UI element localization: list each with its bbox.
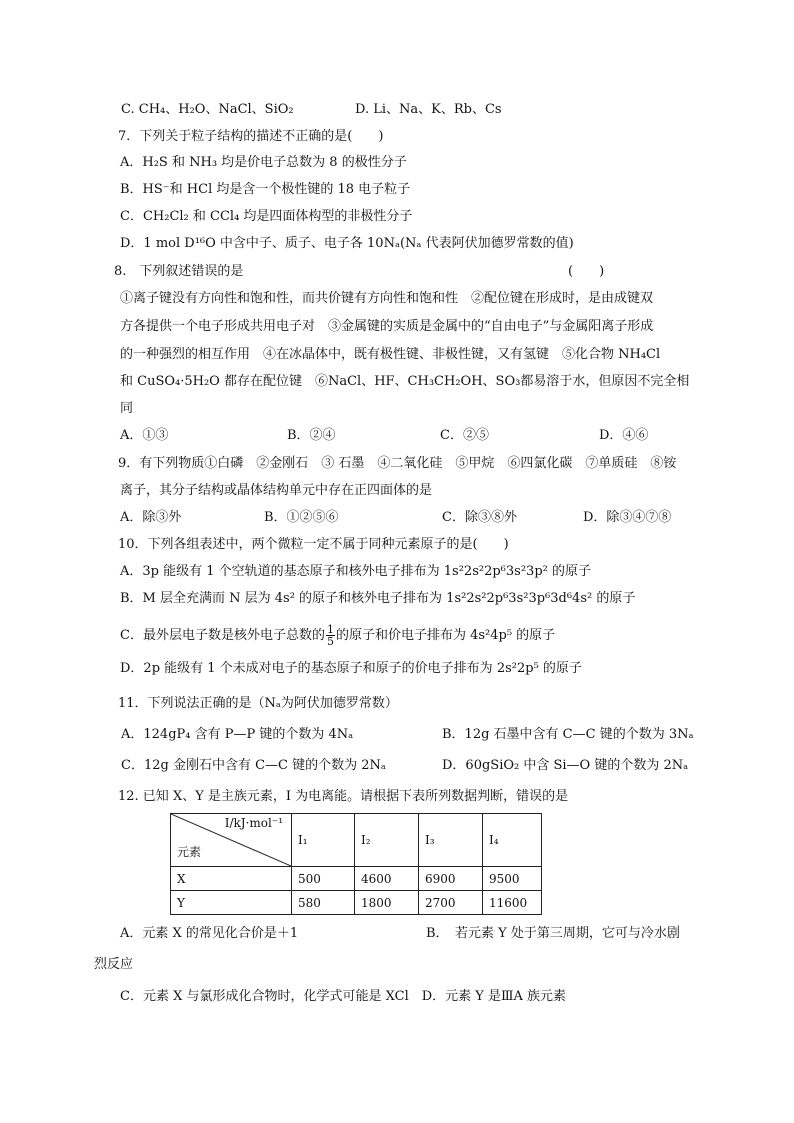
q9-stem-line-1: 9．有下列物质①白磷 ②金刚石 ③ 石墨 ④二氧化硅 ⑤甲烷 ⑥四氯化碳 ⑦单质硅 ⑧铵 bbox=[118, 456, 677, 471]
q10-stem: 10．下列各组表述中，两个微粒一定不属于同种元素原子的是( ) bbox=[118, 537, 509, 552]
q8-statement-line-3: 的一种强烈的相互作用 ④在冰晶体中，既有极性键、非极性键，又有氢键 ⑤化合物 NH₄Cl bbox=[120, 347, 661, 362]
q7-option-b: B．HS⁻和 HCl 均是含一个极性键的 18 电子粒子 bbox=[120, 182, 411, 197]
table-cell: 6900 bbox=[419, 867, 483, 891]
header-i2: I₂ bbox=[355, 814, 419, 867]
q10-option-c-prefix: C．最外层电子数是核外电子总数的 bbox=[120, 628, 325, 643]
one-fifth-fraction bbox=[326, 624, 335, 647]
q9-stem-line-2: 离子，其分子结构或晶体结构单元中存在正四面体的是 bbox=[120, 483, 433, 498]
q10-option-c bbox=[120, 624, 555, 647]
fraction-denominator: 5 bbox=[326, 635, 334, 648]
table-cell: 11600 bbox=[483, 891, 542, 915]
q11-option-c: C．12g 金刚石中含有 C—C 键的个数为 2Nₐ bbox=[121, 758, 386, 773]
table-cell: 500 bbox=[292, 867, 355, 891]
header-i3: I₃ bbox=[419, 814, 483, 867]
q8-option-b: B．②④ bbox=[287, 428, 336, 443]
table-cell: 2700 bbox=[419, 891, 483, 915]
q12-option-a: A．元素 X 的常见化合价是＋1 bbox=[120, 926, 299, 941]
table-header-row bbox=[171, 814, 542, 867]
row-element: Y bbox=[171, 891, 292, 915]
table-cell: 4600 bbox=[355, 867, 419, 891]
q8-statement-line-2: 方各提供一个电子形成共用电子对 ③金属键的实质是金属中的“自由电子”与金属阳离子形成 bbox=[120, 319, 654, 334]
table-cell: 580 bbox=[292, 891, 355, 915]
table-cell: 9500 bbox=[483, 867, 542, 891]
fraction-numerator: 1 bbox=[326, 623, 334, 636]
corner-element-label: 元素 bbox=[177, 845, 202, 859]
q7-stem: 7．下列关于粒子结构的描述不正确的是( ) bbox=[118, 129, 384, 144]
q11-option-a: A．124gP₄ 含有 P—P 键的个数为 4Nₐ bbox=[121, 727, 354, 742]
q7-option-c: C．CH₂Cl₂ 和 CCl₄ 均是四面体构型的非极性分子 bbox=[120, 209, 413, 224]
q8-statement-line-1: ①离子键没有方向性和饱和性，而共价键有方向性和饱和性 ②配位键在形成时，是由成键双 bbox=[120, 291, 654, 306]
q9-option-b: B．①②⑤⑥ bbox=[264, 510, 339, 525]
q11-stem: 11．下列说法正确的是（Nₐ为阿伏加德罗常数） bbox=[118, 696, 398, 711]
q10-option-c-suffix: 的原子和价电子排布为 4s²4p⁵ 的原子 bbox=[335, 628, 556, 643]
q7-option-a: A．H₂S 和 NH₃ 均是价电子总数为 8 的极性分子 bbox=[120, 155, 407, 170]
q8-statement-line-4: 和 CuSO₄·5H₂O 都存在配位键 ⑥NaCl、HF、CH₃CH₂OH、SO₃都易溶于水，但原因不完全相 bbox=[120, 374, 690, 389]
q6-option-d: D. Li、Na、K、Rb、Cs bbox=[355, 102, 502, 117]
table-corner-cell bbox=[171, 814, 292, 867]
q10-option-b: B．M 层全充满而 N 层为 4s² 的原子和核外电子排布为 1s²2s²2p⁶3s²3p⁶3d⁶4s² 的原子 bbox=[120, 591, 636, 606]
q10-option-a: A．3p 能级有 1 个空轨道的基态原子和核外电子排布为 1s²2s²2p⁶3s²3p² 的原子 bbox=[120, 564, 591, 579]
q8-option-a: A．①③ bbox=[120, 428, 169, 443]
q11-option-d: D．60gSiO₂ 中含 Si—O 键的个数为 2Nₐ bbox=[442, 758, 689, 773]
ionization-energy-table bbox=[170, 813, 542, 915]
header-i4: I₄ bbox=[483, 814, 542, 867]
q12-options-c-d: C．元素 X 与氯形成化合物时，化学式可能是 XCl D．元素 Y 是ⅢA 族元素 bbox=[120, 989, 567, 1004]
q9-option-a: A．除③外 bbox=[120, 510, 182, 525]
corner-unit-label: I/kJ·mol⁻¹ bbox=[224, 816, 283, 830]
q9-option-c: C．除③⑧外 bbox=[442, 510, 517, 525]
table-row bbox=[171, 867, 542, 891]
q7-option-d: D．1 mol D¹⁶O 中含中子、质子、电子各 10Nₐ(Nₐ 代表阿伏加德罗常数的值) bbox=[120, 236, 574, 251]
row-element: X bbox=[171, 867, 292, 891]
q8-answer-bracket: ( ) bbox=[568, 264, 605, 279]
table-row bbox=[171, 891, 542, 915]
q12-stem: 12. 已知 X、Y 是主族元素，I 为电离能。请根据下表所列数据判断，错误的是 bbox=[118, 789, 569, 804]
header-i1: I₁ bbox=[292, 814, 355, 867]
table-cell: 1800 bbox=[355, 891, 419, 915]
q8-statement-line-5: 同 bbox=[120, 401, 134, 416]
q12-option-b: B． 若元素 Y 处于第三周期，它可与冷水剧 bbox=[426, 926, 680, 941]
q8-option-c: C．②⑤ bbox=[440, 428, 489, 443]
q6-option-c: C. CH₄、H₂O、NaCl、SiO₂ bbox=[121, 102, 294, 117]
q8-option-d: D．④⑥ bbox=[599, 428, 649, 443]
q9-option-d: D．除③④⑦⑧ bbox=[583, 510, 672, 525]
q10-option-d: D．2p 能级有 1 个未成对电子的基态原子和原子的价电子排布为 2s²2p⁵ 的原子 bbox=[120, 661, 582, 676]
q8-stem: 8. 下列叙述错误的是 bbox=[114, 264, 244, 279]
q12-option-b-continued: 烈反应 bbox=[94, 957, 134, 972]
q11-option-b: B．12g 石墨中含有 C—C 键的个数为 3Nₐ bbox=[442, 727, 694, 742]
